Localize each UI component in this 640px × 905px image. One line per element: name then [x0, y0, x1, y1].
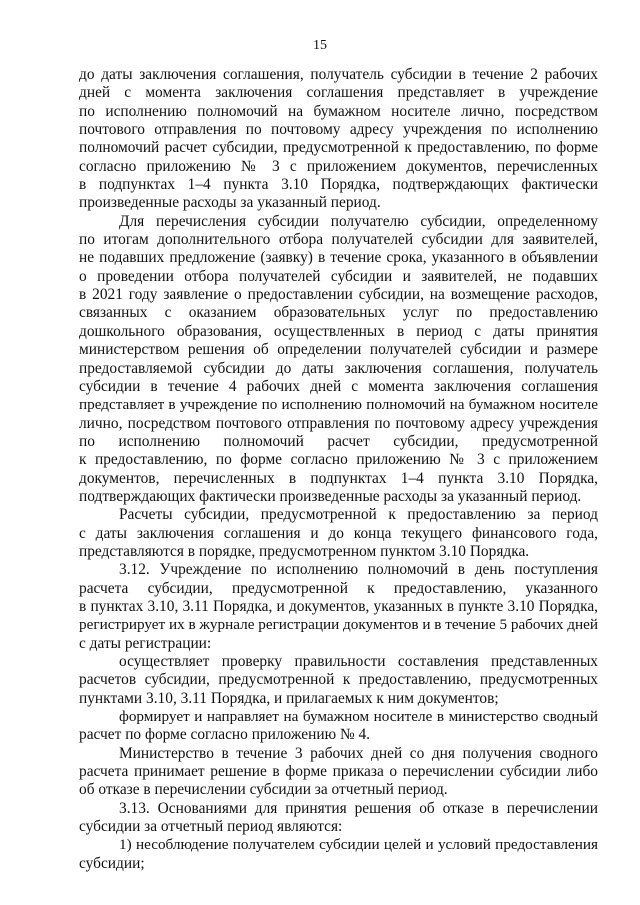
text-line: Расчеты субсидии, предусмотренной к предоставлению за период: [119, 506, 598, 524]
text-line: согласно приложению № 3 с приложением документов, перечисленных: [79, 157, 598, 175]
text-line: субсидии;: [79, 854, 145, 872]
text-line: субсидии в течение 4 рабочих дней с момента заключения соглашения: [79, 377, 598, 395]
text-line: осуществляет проверку правильности составления представленных: [119, 653, 598, 670]
text-line: по исполнению полномочий расчет субсидии, предусмотренной: [79, 432, 598, 450]
text-line: расчет по форме согласно приложению № 4.: [79, 726, 371, 744]
text-line: представляются в порядке, предусмотренном пунктом 3.10 Порядка.: [79, 542, 530, 560]
text-line: предоставляемой субсидии до даты заключения соглашения, получатель: [79, 359, 598, 377]
text-line: расчета принимает решение в форме приказа о перечислении субсидии либо: [79, 763, 598, 781]
text-line: в пунктах 3.10, 3.11 Порядка, и документов, указанных в пункте 3.10 Порядка,: [79, 597, 598, 615]
text-line: Министерство в течение 3 рабочих дней со дня получения сводного: [119, 744, 598, 762]
text-line: дошкольного образования, осуществленных в период с даты принятия: [79, 322, 598, 340]
text-line: произведенные расходы за указанный период.: [79, 194, 381, 212]
text-line: по исполнению полномочий на бумажном носителе лично, посредством: [79, 102, 598, 120]
text-line: формирует и направляет на бумажном носителе в министерство сводный: [119, 708, 598, 726]
text-line: субсидии за отчетный период являются:: [79, 818, 343, 836]
text-line: документов, перечисленных в подпунктах 1–4 пункта 3.10 Порядка,: [79, 469, 598, 487]
text-line: к предоставлению, по форме согласно приложению № 3 с приложением: [79, 451, 598, 469]
text-line: Для перечисления субсидии получателю субсидии, определенному: [119, 212, 598, 230]
text-line: не подавших предложение (заявку) в течение срока, указанного в объявлении: [79, 249, 598, 267]
text-line: с даты заключения соглашения и до конца текущего финансового года,: [79, 524, 598, 542]
text-line: в подпунктах 1–4 пункта 3.10 Порядка, подтверждающих фактически: [79, 176, 598, 194]
text-line: о проведении отбора получателей субсидии и заявителей, не подавших: [79, 267, 598, 285]
text-line: регистрирует их в журнале регистрации документов и в течение 5 рабочих дней: [79, 616, 598, 634]
text-line: об отказе в перечислении субсидии за отчетный период.: [79, 781, 448, 799]
page-number: 15: [313, 38, 327, 53]
text-line: связанных с оказанием образовательных услуг по предоставлению: [79, 304, 598, 322]
text-line: в 2021 году заявление о предоставлении субсидии, на возмещение расходов,: [79, 286, 598, 304]
text-line: дней с момента заключения соглашения представляет в учреждение: [79, 84, 598, 102]
text-line: подтверждающих фактически произведенные расходы за указанный период.: [79, 487, 582, 505]
document-body: [79, 66, 598, 873]
text-line: 3.13. Основаниями для принятия решения об отказе в перечислении: [119, 799, 598, 817]
text-line: расчета субсидии, предусмотренной к предоставлению, указанного: [79, 579, 598, 597]
text-line: с даты регистрации:: [79, 634, 212, 652]
text-line: 1) несоблюдение получателем субсидии целей и условий предоставления: [119, 836, 598, 854]
text-line: 3.12. Учреждение по исполнению полномочий в день поступления: [119, 561, 598, 579]
text-line: пунктами 3.10, 3.11 Порядка, и прилагаемых к ним документов;: [79, 689, 499, 707]
text-line: расчетов субсидии, предусмотренной к предоставлению, предусмотренных: [79, 671, 598, 689]
text-line: министерством решения об определении получателей субсидии и размере: [79, 341, 598, 359]
text-line: полномочий расчет субсидии, предусмотренной к предоставлению, по форме: [79, 139, 598, 157]
text-line: почтового отправления по почтовому адресу учреждения по исполнению: [79, 121, 598, 139]
text-line: лично, посредством почтового отправления по почтовому адресу учреждения: [79, 414, 598, 432]
text-line: по итогам дополнительного отбора получателей субсидии для заявителей,: [79, 231, 598, 249]
text-line: представляет в учреждение по исполнению полномочий на бумажном носителе: [79, 396, 598, 414]
text-line: до даты заключения соглашения, получатель субсидии в течение 2 рабочих: [79, 66, 598, 83]
